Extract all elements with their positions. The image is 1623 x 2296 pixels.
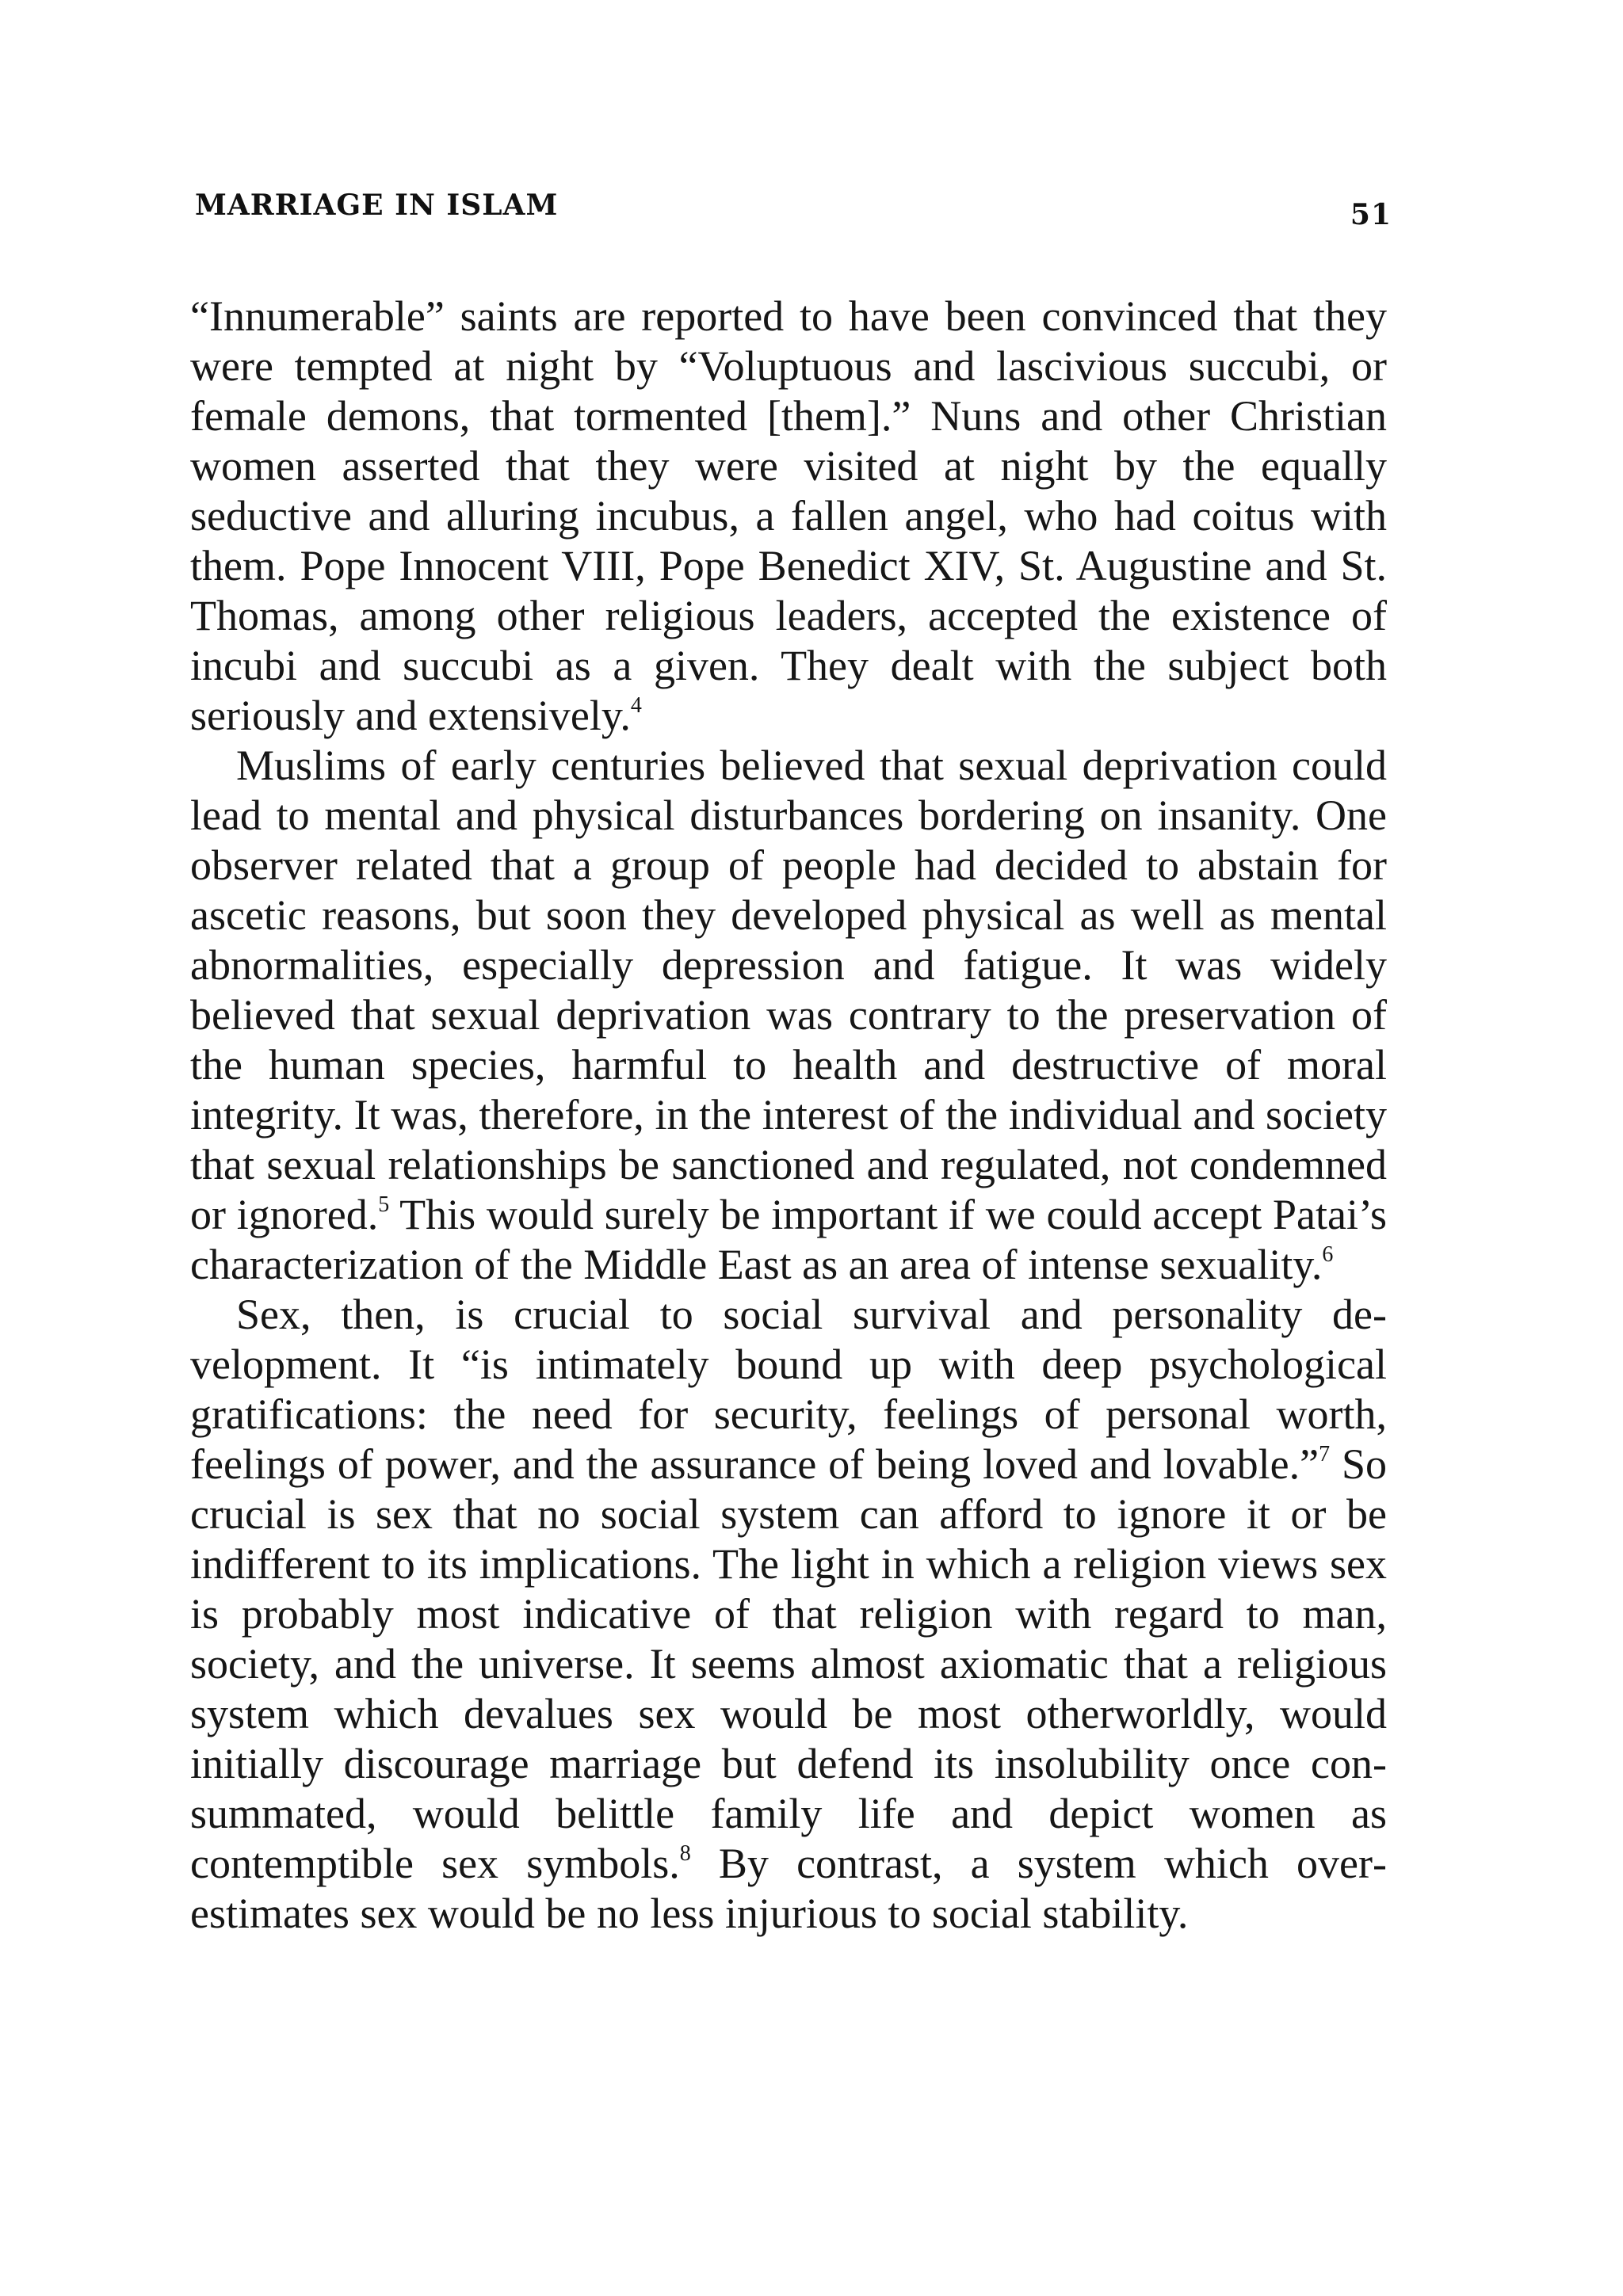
paragraph-1 <box>190 292 1387 741</box>
paragraph-3 <box>190 1290 1387 1939</box>
footnote-ref-5: 5 <box>378 1192 390 1217</box>
footnote-ref-8: 8 <box>679 1841 691 1866</box>
paragraph-3-text: Sex, then, is crucial to social survival and personality development. It “is intimately bound up with deep psychological gratifications: the need for security, feelings of personal worth, feelings of power, and the assurance of being loved and lovable.” <box>190 1291 1387 1488</box>
footnote-ref-4: 4 <box>630 693 642 718</box>
body-text <box>190 292 1387 1939</box>
paragraph-2-text: Muslims of early centuries believed that sexual deprivation could lead to mental and physical disturbances bordering on insanity. One observer related that a group of people had decided to abstain for ascetic reasons, but soon they developed physical as well as mental abnormalities, especially depression and fatigue. It was widely believed that sexual deprivation was contrary to the preservation of the human species, harmful to health and destructive of moral integrity. It was, therefore, in the interest of the individual and society that sexual relationships be sanctioned and regulated, not condemned or ignored. <box>190 742 1387 1238</box>
page-number: 51 <box>1350 198 1392 231</box>
paragraph-3-rest: So crucial is sex that no social system can afford to ignore it or be indifferent to its implications. The light in which a religion views sex is probably most indicative of that religion with regard to man, society, and the universe. It seems almost axiomatic that a religious system which devalues sex would be most otherworldly, would initially discourage marriage but defend its insolubility once consummated, would belittle family life and depict women as contemptible sex symbols. <box>190 1440 1387 1887</box>
paragraph-3-rest-2: By contrast, a system which overestimates sex would be no less injurious to social stability. <box>190 1840 1387 1937</box>
running-head <box>195 189 1392 236</box>
paragraph-2-rest: This would surely be important if we could accept Patai’s characterization of the Middle East as an area of intense sexuality. <box>190 1191 1388 1288</box>
footnote-ref-7: 7 <box>1319 1442 1331 1466</box>
running-title: MARRIAGE IN ISLAM <box>195 189 559 222</box>
paragraph-1-text: “Innumerable” saints are reported to have been convinced that they were tempted at night by “Voluptuous and lascivious succubi, or female demons, that tormented [them].” Nuns and other Christian women asserted that they were visited at night by the equally seductive and alluring incubus, a fallen angel, who had coitus with them. Pope Innocent VIII, Pope Benedict XIV, St. Augustine and St. Thomas, among other religious leaders, accepted the existence of incubi and succubi as a given. They dealt with the subject both seriously and extensively. <box>190 292 1387 739</box>
paragraph-2 <box>190 741 1387 1290</box>
footnote-ref-6: 6 <box>1322 1242 1334 1267</box>
